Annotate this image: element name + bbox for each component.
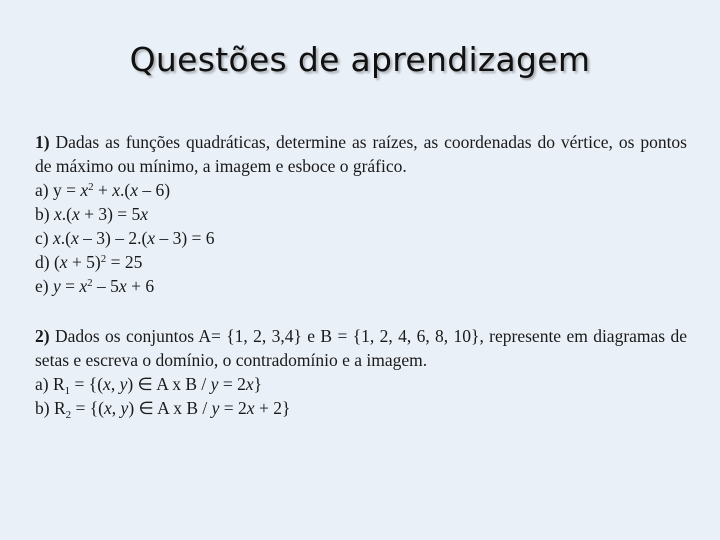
question-2-item-a: a) $R_1 = \{(x$, y) ∈ A x B / y = 2x} (35, 374, 263, 397)
question-1-prompt (35, 130, 687, 178)
question-1-item-b: b) x.(x + 3) = 5x (35, 204, 149, 224)
question-2-prompt (35, 324, 687, 372)
question-1-item-a: a) $y = x^2 + x.(x - 6)$ (35, 180, 171, 200)
question-1-number: 1) (35, 132, 50, 152)
question-1-item-c: c) x.(x – 3) – 2.(x – 3) = 6 (35, 228, 215, 248)
question-2-item-b: b) $R_2 = \{(x$, y) ∈ A x B / y = 2x + 2} (35, 398, 291, 421)
slide-content (35, 130, 687, 420)
question-2-number: 2) (35, 326, 50, 346)
spacer (35, 298, 687, 324)
question-1-item-e: e) $y = x^2 - 5x + 6$ (35, 276, 155, 296)
question-2-text: Dados os conjuntos A= {1, 2, 3,4} e B = {1, 2, 4, 6, 8, 10}, represente em diagramas de setas e escreva o domínio, o contradomínio e a imagem. (35, 326, 687, 370)
question-1-text: Dadas as funções quadráticas, determine as raízes, as coordenadas do vértice, os pontos de máximo ou mínimo, a imagem e esboce o gráfico. (35, 132, 687, 176)
question-1-item-d: d) $(x + 5)^2 = 25$ (35, 252, 143, 272)
slide-title: Questões de aprendizagem (129, 40, 591, 79)
